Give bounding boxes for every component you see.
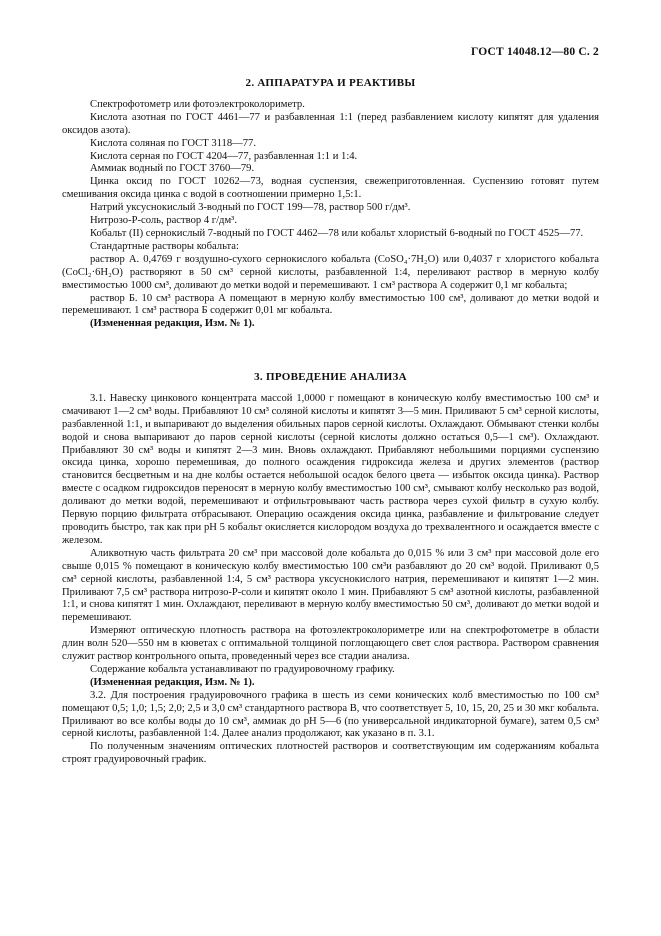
paragraph: Спектрофотометр или фотоэлектроколориметр. — [90, 98, 305, 110]
paragraph: Кислота соляная по ГОСТ 3118—77. — [90, 137, 256, 149]
paragraph: Стандартные растворы кобальта: — [90, 240, 239, 252]
paragraph: раствор Б. 10 см³ раствора А помещают в мерную колбу вместимостью 100 см³, доливают до метки водой и перемешивают. 1 см³ раствора Б содержит 0,01 мг кобальта. — [62, 292, 599, 317]
revision-note: (Измененная редакция, Изм. № 1). — [90, 676, 255, 688]
section-title: 2. АППАРАТУРА И РЕАКТИВЫ — [245, 77, 416, 89]
paragraph: 3.2. Для построения градуировочного графика в шесть из семи конических колб вместимостью по 100 см³ помещают 0,5; 1,0; 1,5; 2,0; 2,5 и 3,0 см³ стандартного раствора В, что соответствует 5, 10, 15, 20, 25 и 30 мкг кобальта. Приливают во все колбы воды до 10 см³, аммиак до pH 5—6 (по универсальной индикаторной бумаге), затем 0,5 см³ серной кислоты, разбавленной 1:4. Далее анализ продолжают, как указано в п. 3.1. — [62, 689, 599, 740]
paragraph: Кислота серная по ГОСТ 4204—77, разбавленная 1:1 и 1:4. — [90, 150, 358, 162]
paragraph: Кобальт (II) сернокислый 7-водный по ГОСТ 4462—78 или кобальт хлористый 6-водный по ГОСТ 4525—77. — [90, 227, 584, 239]
section-apparatus — [62, 77, 599, 331]
paragraph: Содержание кобальта устанавливают по градуировочному графику. — [90, 663, 395, 675]
paragraph: Кислота азотная по ГОСТ 4461—77 и разбавленная 1:1 (перед разбавлением кислоту кипятят для удаления оксидов азота). — [62, 111, 599, 136]
paragraph: Нитрозо-Р-соль, раствор 4 г/дм³. — [90, 215, 237, 227]
section-analysis — [62, 371, 599, 767]
paragraph: Аликвотную часть фильтрата 20 см³ при массовой доле кобальта до 0,015 % или 3 см³ при массовой доле его свыше 0,015 % помещают в коническую колбу вместимостью 100 см³и разбавляют до 20 см³ водой. Приливают 0,5 см³ серной кислоты, разбавленной 1:4, 5 см³ раствора уксуснокислого натрия, перемешивают и кипятят 1—2 мин. Приливают 7,5 см³ раствора нитрозо-Р-соли и кипятят около 1 мин. Прибавляют 5 см³ азотной кислоты, разбавленной 1:1, и снова кипятят 1 мин. Охлаждают, переливают в мерную колбу вместимостью 50 см³, доливают до метки водой и перемешивают. — [62, 547, 599, 624]
paragraph: Измеряют оптическую плотность раствора на фотоэлектроколориметре или на спектрофотометре в области длин волн 520—550 нм в кюветах с оптимальной толщиной поглощающего свет слоя раствора. Раствором сравнения служит раствор контрольного опыта, проведенный через все стадии анализа. — [62, 625, 599, 663]
section-title: 3. ПРОВЕДЕНИЕ АНАЛИЗА — [254, 371, 407, 383]
paragraph: 3.1. Навеску цинкового концентрата массой 1,0000 г помещают в коническую колбу вместимостью 100 см³ и смачивают 1—2 см³ воды. Прибавляют 10 см³ соляной кислоты и кипятят 3—5 мин. Приливают 5 см³ серной кислоты, разбавленной 1:1, и выпаривают до выделения обильных паров серной кислоты. Охлаждают. Обмывают стенки колбы водой и снова выпаривают до паров серной кислоты (серной кислоты должно остаться 0,5—1 см³). Охлаждают. Прибавляют 30 см³ воды и кипятят 2—3 мин. Вновь охлаждают. Прибавляют небольшими порциями суспензию оксида цинка, хорошо перемешивая, до полного осаждения гидроксида железа и других элементов (раствор становится бесцветным и на дне колбы остается небольшой осадок белого цвета — избыток оксида цинка). Раствор вместе с осадком гидроксидов переносят в мерную колбу вместимостью 100 см³, смывают колбу несколько раз водой, доливают до метки водой, перемешивают и отфильтровывают часть раствора через сухой фильтр в сухую колбу. Первую порцию фильтрата отбрасывают. Операцию осаждения оксида цинка, разбавление и фильтрование следует проводить быстро, так как при pH 5 кобальт окисляется кислородом воздуха до трехвалентного и осаждается вместе с железом. — [62, 392, 599, 546]
document-header: ГОСТ 14048.12—80 С. 2 — [471, 46, 599, 58]
paragraph: Цинка оксид по ГОСТ 10262—73, водная суспензия, свежеприготовленная. Суспензию готовят путем смешивания оксида цинка с водой в соотношении примерно 1,5:1. — [62, 176, 599, 201]
revision-note: (Измененная редакция, Изм. № 1). — [90, 318, 255, 330]
paragraph: По полученным значениям оптических плотностей растворов и соответствующим им содержаниям кобальта строят градуировочный график. — [62, 741, 599, 766]
paragraph: Натрий уксуснокислый 3-водный по ГОСТ 199—78, раствор 500 г/дм³. — [90, 202, 411, 214]
paragraph: раствор А. 0,4769 г воздушно-сухого сернокислого кобальта (CoSO₄·7H₂O) или 0,4037 г хлористого кобальта (CoCl₂·6H₂O) растворяют в 50 см³ серной кислоты, разбавленной 1:4, переливают раствор в мерную колбу вместимостью 1000 см³, доливают до метки водой и перемешивают. 1 см³ раствора А содержит 0,1 мг кобальта; — [62, 253, 599, 291]
paragraph: Аммиак водный по ГОСТ 3760—79. — [90, 163, 255, 175]
